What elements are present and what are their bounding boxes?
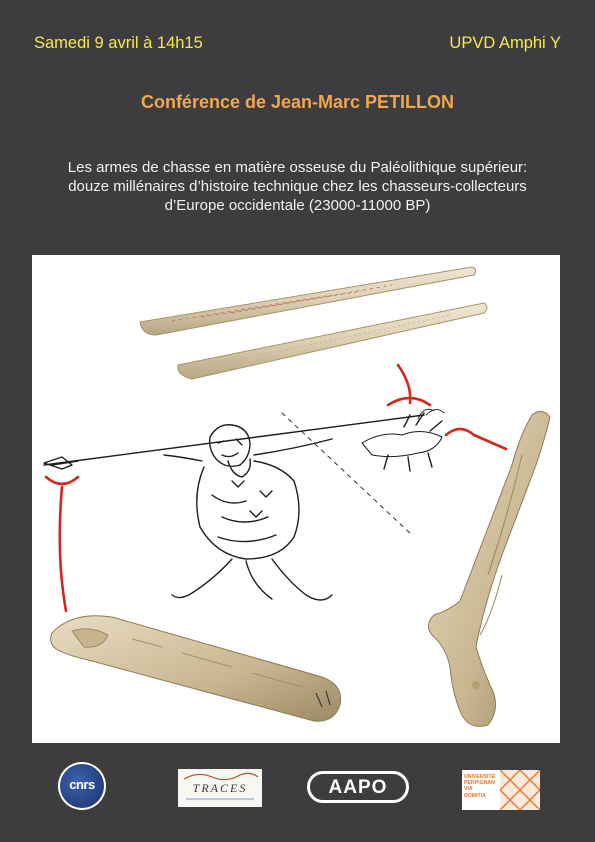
carved-spear-thrower-icon — [51, 616, 341, 721]
cnrs-logo — [58, 762, 106, 810]
partner-logos — [0, 762, 595, 814]
event-venue: UPVD Amphi Y — [449, 34, 561, 52]
aapo-logo — [307, 771, 409, 803]
upvd-logo — [462, 770, 540, 810]
hunter-spear-thrower-drawing — [44, 409, 444, 600]
traces-logo — [178, 769, 262, 807]
upvd-pattern-icon — [500, 770, 540, 810]
event-date: Samedi 9 avril à 14h15 — [34, 34, 203, 52]
speaker-heading: Conférence de Jean-Marc PETILLON — [140, 92, 455, 112]
talk-title-line: d’Europe occidentale (23000-11000 BP) — [164, 197, 431, 214]
cnrs-logo-text: cnrs — [69, 777, 95, 792]
talk-title-line: Les armes de chasse en matière osseuse du Paléolithique supérieur: — [67, 159, 528, 176]
talk-title — [20, 158, 575, 215]
illustration-panel — [32, 255, 560, 743]
traces-logo-text: TRACES — [192, 781, 248, 795]
connector-lines — [46, 365, 506, 611]
talk-title-line: douze millénaires d’histoire technique chez les chasseurs-collecteurs — [68, 178, 527, 195]
aapo-logo-text: AAPO — [328, 777, 388, 798]
upvd-logo-text: UNIVERSITÉ PERPIGNAN VIA DOMITIA — [464, 774, 496, 799]
antler-spear-thrower-icon — [428, 411, 550, 726]
